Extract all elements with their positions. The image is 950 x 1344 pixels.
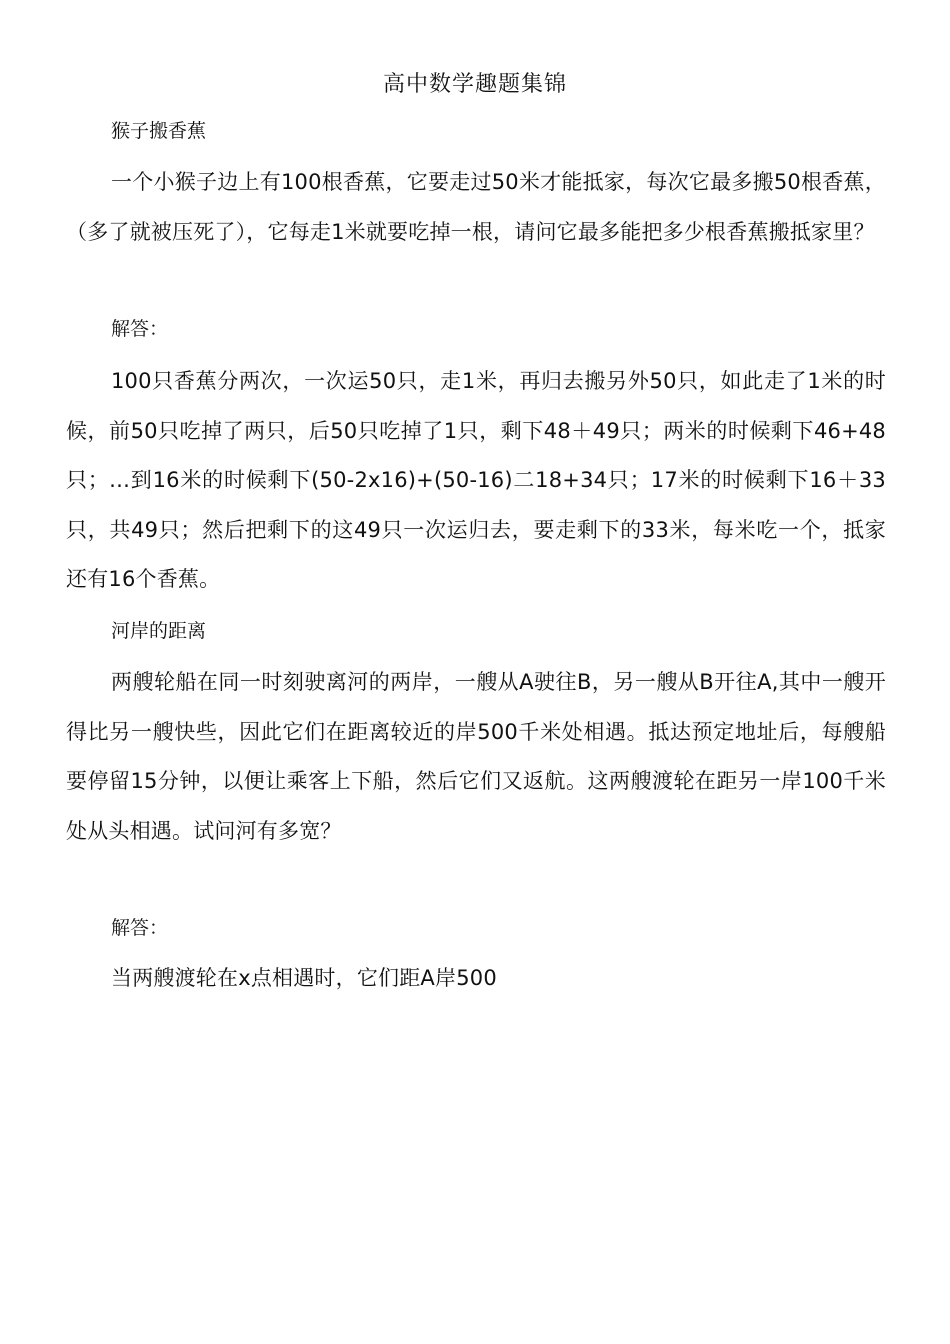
problem1-question: 一个小猴子边上有100根香蕉，它要走过50米才能抵家，每次它最多搬50根香蕉，（多了就被压死了），它每走1米就要吃掉一根，请问它最多能把多少根香蕉搬抵家里？ <box>66 170 886 244</box>
problem2-answer: 当两艘渡轮在x点相遇时，它们距A岸500 <box>111 966 497 990</box>
problem2-question: 两艘轮船在同一时刻驶离河的两岸，一艘从A驶往B，另一艘从B开往A,其中一艘开得比另一艘快些，因此它们在距离较近的岸500千米处相遇。抵达预定地址后，每艘船要停留15分钟，以便让乘客上下船，然后它们又返航。这两艘渡轮在距另一岸100千米处从头相遇。试问河有多宽？ <box>66 670 886 843</box>
document-title: 高中数学趣题集锦 <box>382 72 567 97</box>
problem1-answer-label: 解答： <box>111 318 169 340</box>
problem1-answer: 100只香蕉分两次，一次运50只，走1米，再归去搬另外50只，如此走了1米的时候，前50只吃掉了两只，后50只吃掉了1只，剩下48＋49只；两米的时候剩下46+48只；…到16米的时候剩下(50-2x16)+(50-16)二18+34只；17米的时候剩下16＋33只，共49只；然后把剩下的这49只一次运归去，要走剩下的33米，每米吃一个，抵家还有16个香蕉。 <box>66 369 886 591</box>
problem2-heading: 河岸的距离 <box>111 620 207 642</box>
problem1-heading: 猴子搬香蕉 <box>111 120 207 142</box>
problem2-answer-label: 解答： <box>111 917 169 939</box>
